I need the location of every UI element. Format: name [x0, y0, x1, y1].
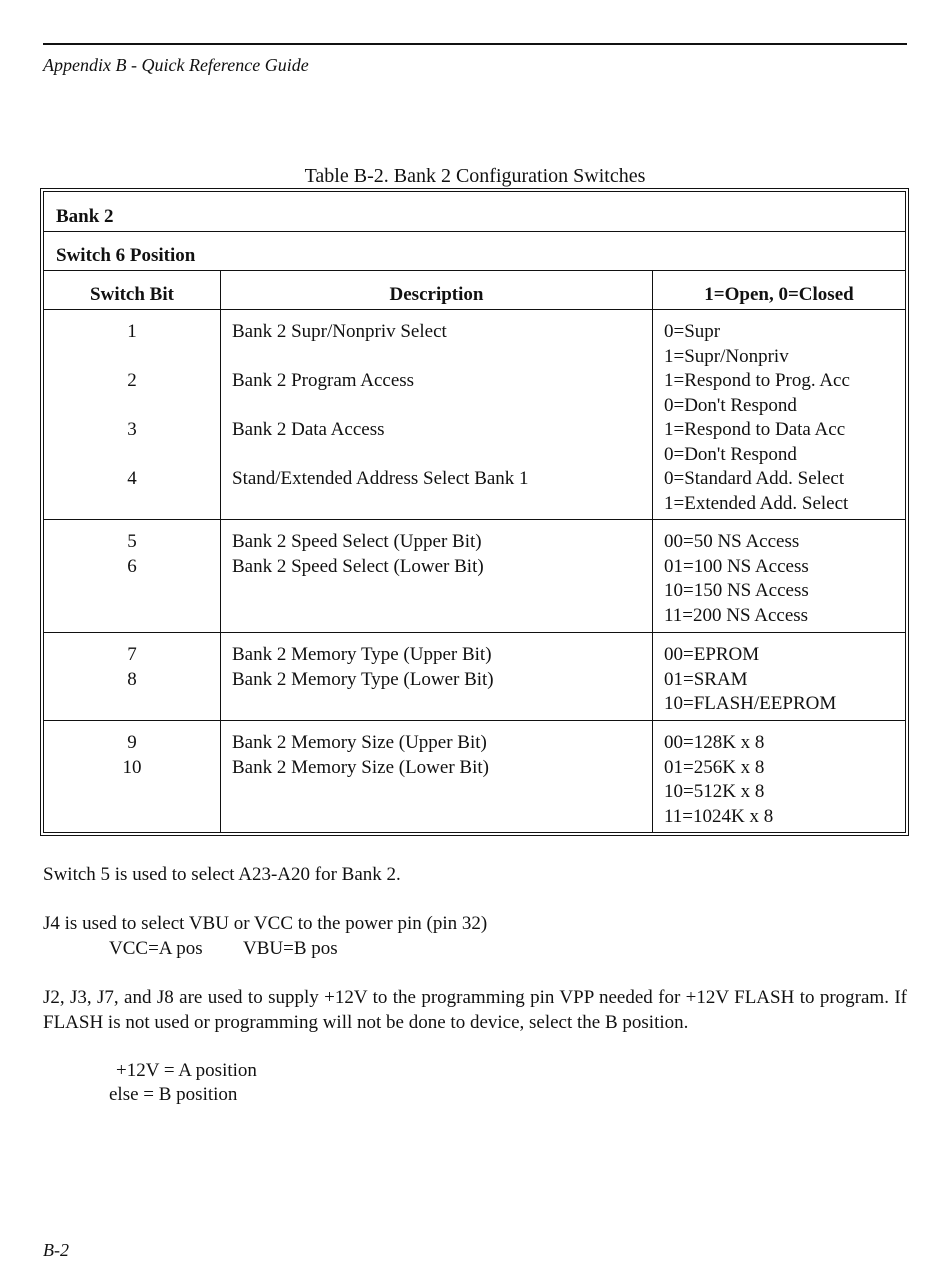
switch-setting: 0=Don't Respond	[664, 394, 797, 416]
switch-description	[232, 579, 484, 604]
switch-setting: 1=Extended Add. Select	[664, 492, 849, 514]
group-4-settings	[664, 731, 773, 829]
switch-description: Bank 2 Memory Size (Upper Bit)	[232, 732, 487, 753]
switch-bit	[44, 492, 220, 517]
switch-description	[232, 492, 529, 517]
switch-bit: 6	[127, 555, 137, 577]
column-divider	[220, 270, 221, 832]
switch-description: Bank 2 Supr/Nonpriv Select	[232, 321, 447, 342]
switch-bit: 9	[127, 732, 137, 753]
switch-description	[232, 692, 494, 717]
j4-note: J4 is used to select VBU or VCC to the power pin (pin 32)	[43, 913, 488, 934]
switch-setting: 1=Respond to Data Acc	[664, 419, 846, 440]
switch-bit	[44, 805, 220, 830]
switch-bit	[44, 345, 220, 370]
switch-bit: 10	[122, 756, 142, 778]
switch-description: Bank 2 Memory Type (Upper Bit)	[232, 644, 492, 665]
switch-setting: 00=EPROM	[664, 644, 760, 665]
switch-setting: 0=Standard Add. Select	[664, 468, 845, 489]
bank-title: Bank 2	[56, 206, 114, 227]
group-4-bits	[44, 731, 220, 829]
switch-description: Bank 2 Speed Select (Lower Bit)	[232, 555, 484, 577]
switch-description	[232, 394, 529, 419]
group-1-bits	[44, 320, 220, 516]
group-1-descriptions	[232, 320, 529, 516]
switch-setting: 01=SRAM	[664, 668, 748, 690]
switch-setting: 1=Respond to Prog. Acc	[664, 370, 850, 391]
switch5-note: Switch 5 is used to select A23-A20 for Bank 2.	[43, 864, 401, 885]
switch-description: Bank 2 Data Access	[232, 419, 385, 440]
header-rule	[43, 43, 907, 45]
switch-setting: 01=256K x 8	[664, 756, 765, 778]
switch-setting: 1=Supr/Nonpriv	[664, 345, 789, 367]
switch-bit	[44, 604, 220, 629]
switch-setting: 01=100 NS Access	[664, 555, 809, 577]
switch-description	[232, 604, 484, 629]
row-divider	[44, 519, 905, 520]
column-header-bit: Switch Bit	[90, 284, 174, 305]
switch-description	[232, 443, 529, 468]
row-divider	[44, 632, 905, 633]
switch-description	[232, 780, 489, 805]
switch-description: Bank 2 Speed Select (Upper Bit)	[232, 531, 482, 552]
row-divider	[44, 270, 905, 271]
switch-bit: 8	[127, 668, 137, 690]
group-2-bits	[44, 530, 220, 628]
group-3-settings	[664, 643, 836, 717]
row-divider	[44, 720, 905, 721]
switch-bit: 5	[127, 531, 137, 552]
row-divider	[44, 231, 905, 232]
config-table	[40, 188, 909, 836]
switch-bit	[44, 394, 220, 419]
column-header-description: Description	[389, 284, 484, 305]
switch-setting: 00=50 NS Access	[664, 531, 800, 552]
switch-setting: 11=200 NS Access	[664, 604, 809, 626]
plus12-setting: +12V = A position	[116, 1060, 257, 1081]
switch-setting: 10=FLASH/EEPROM	[664, 693, 837, 714]
config-table-inner	[43, 191, 906, 833]
switch-title: Switch 6 Position	[56, 245, 196, 266]
switch-description	[232, 805, 489, 830]
switch-bit: 7	[127, 644, 137, 665]
switch-description: Stand/Extended Address Select Bank 1	[232, 468, 529, 489]
switch-bit: 2	[127, 370, 137, 391]
j4-vbu-setting: VBU=B pos	[243, 938, 338, 959]
group-4-descriptions	[232, 731, 489, 829]
switch-bit: 4	[127, 468, 137, 489]
group-3-bits	[44, 643, 220, 717]
switch-setting: 10=150 NS Access	[664, 580, 809, 601]
switch-bit	[44, 780, 220, 805]
column-header-setting: 1=Open, 0=Closed	[704, 284, 854, 305]
column-divider	[652, 270, 653, 832]
group-2-settings	[664, 530, 809, 628]
switch-setting: 0=Don't Respond	[664, 443, 797, 465]
switch-description: Bank 2 Memory Type (Lower Bit)	[232, 668, 494, 690]
table-caption: Table B-2. Bank 2 Configuration Switches	[304, 165, 646, 187]
page-number: B-2	[43, 1240, 69, 1260]
switch-description: Bank 2 Program Access	[232, 370, 415, 391]
row-divider	[44, 309, 905, 310]
switch-bit: 3	[127, 419, 137, 440]
group-2-descriptions	[232, 530, 484, 628]
switch-setting: 10=512K x 8	[664, 781, 765, 802]
switch-bit	[44, 692, 220, 717]
flash-paragraph: J2, J3, J7, and J8 are used to supply +12V to the programming pin VPP needed for +12V FLASH to program. If FLASH is not used or programming will not be done to device, select the B position.	[43, 987, 907, 1033]
switch-setting: 00=128K x 8	[664, 732, 765, 753]
group-1-settings	[664, 320, 850, 516]
switch-bit	[44, 443, 220, 468]
switch-description: Bank 2 Memory Size (Lower Bit)	[232, 756, 489, 778]
switch-description	[232, 345, 529, 370]
running-head: Appendix B - Quick Reference Guide	[43, 55, 309, 75]
switch-bit: 1	[127, 321, 137, 342]
switch-setting: 11=1024K x 8	[664, 805, 774, 827]
j4-vcc-setting: VCC=A pos	[109, 938, 203, 959]
else-setting: else = B position	[109, 1084, 238, 1105]
group-3-descriptions	[232, 643, 494, 717]
switch-bit	[44, 579, 220, 604]
switch-setting: 0=Supr	[664, 321, 721, 342]
